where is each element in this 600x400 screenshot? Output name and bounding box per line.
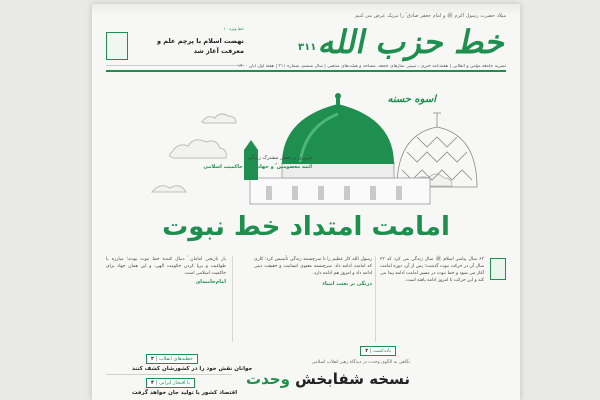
lead-story-title-main: نسخه شفابخش	[295, 370, 410, 388]
category-tag-iranian: با افتخار ایرانی | ۴	[146, 378, 195, 388]
masthead-rule	[106, 70, 506, 72]
left-column-source: امام‌خامنه‌ای	[195, 279, 226, 285]
section-badge: اسوه حسنه	[387, 94, 436, 105]
article-column-middle	[254, 256, 372, 288]
feature-subheads	[202, 154, 312, 172]
article-column-left	[106, 256, 226, 286]
middle-column-heading: درنگی بر بعثت انبیاء	[322, 281, 372, 287]
lead-story-title-green: وحدت	[246, 370, 290, 388]
green-dome-icon	[244, 93, 430, 204]
promo-block	[106, 26, 244, 66]
column-divider	[375, 256, 376, 342]
promo-tag: خط ویژه ۱۰	[223, 26, 244, 31]
masthead	[296, 22, 511, 66]
teaser-title: جوانان نقش خود را در کشورشان کشف کنند	[132, 366, 253, 372]
promo-title: نهضت اسلام با پرچم علم و معرفت آغاز شد	[156, 37, 244, 55]
category-number: ۲	[365, 348, 369, 354]
masthead-logo: خط حزب الله	[315, 23, 511, 61]
column-divider	[232, 256, 233, 342]
lead-story-kicker: نگاهی به الگوی وحدت در دیدگاه رهبر انقلاب اسلامی	[311, 360, 410, 365]
promo-thumbnail	[106, 32, 128, 60]
qr-code-icon	[490, 258, 506, 280]
left-column-text: بار تاریخی امامان ؑ دنبال کننده خط نبوت بودند؛ مبارزه با طواغیت و برپا کردن حکومت الهی، و این همان جهاد برای حاکمیت اسلامی است.	[106, 257, 226, 276]
article-column-right: ۶۳ سال پیامبر اسلام ﷺ سال زندگی می کرد که ۲۳ سال آن در حرکت نبوت گذشت؛ پس از آن، دوره امامت آغاز می شود و خط نبوت در مسیر امامت ادامه پیدا می کند و این حرکت تا امروز ادامه یافته است.	[380, 257, 484, 283]
category-label: خطبه‌های انقلاب	[158, 356, 193, 362]
category-label: با افتخار ایرانی	[158, 380, 190, 386]
teaser-title: اقتصاد کشور با تولید جان خواهد گرفت	[132, 390, 238, 396]
category-tag-sermons: خطبه‌های انقلاب | ۳	[146, 354, 198, 364]
category-number: ۳	[151, 356, 155, 362]
top-greeting-line: میلاد حضرت رسول اکرم ﷺ و امام جعفر صادق ؑ را تبریک عرض می کنیم	[354, 13, 506, 19]
category-tag-note: یادداشت | ۲	[360, 346, 396, 356]
article-body	[106, 250, 506, 400]
newspaper-page	[92, 4, 520, 400]
lead-story-title	[246, 370, 410, 388]
feature-subhead-2: ائمه معصومین ؑ و جهاد برای حاکمیت اسلامی	[203, 164, 312, 170]
teaser-divider	[106, 374, 232, 375]
issue-number: ۳۱۱	[298, 42, 317, 53]
publication-info: نشریه جامعه مؤمن و انقلابی | هفته‌نامه خبری ـ تبیینی نمازهای جمعه، مساجد و هیئت‌های مذهبی | سال ششم، شماره ۳۱۱ | هفته اول آبان ۱۴۰۰	[237, 64, 506, 69]
category-label: یادداشت	[373, 348, 391, 354]
middle-column-text: رسول الله کار عظیم را تا سرچشمه زندگی تأسیس کرد؛ کاری که امامت ادامه داد. سرچشمه معنوی انسانیت و حقیقت دینی ادامه داد و امروز هم ادامه دارد.	[254, 257, 372, 276]
category-number: ۴	[151, 380, 155, 386]
main-headline: امامت امتداد خط نبوت	[162, 212, 450, 242]
green-dome-illustration	[132, 92, 492, 212]
feature-subhead-1: مروری بر فصل مشترک زندگی	[247, 155, 312, 161]
